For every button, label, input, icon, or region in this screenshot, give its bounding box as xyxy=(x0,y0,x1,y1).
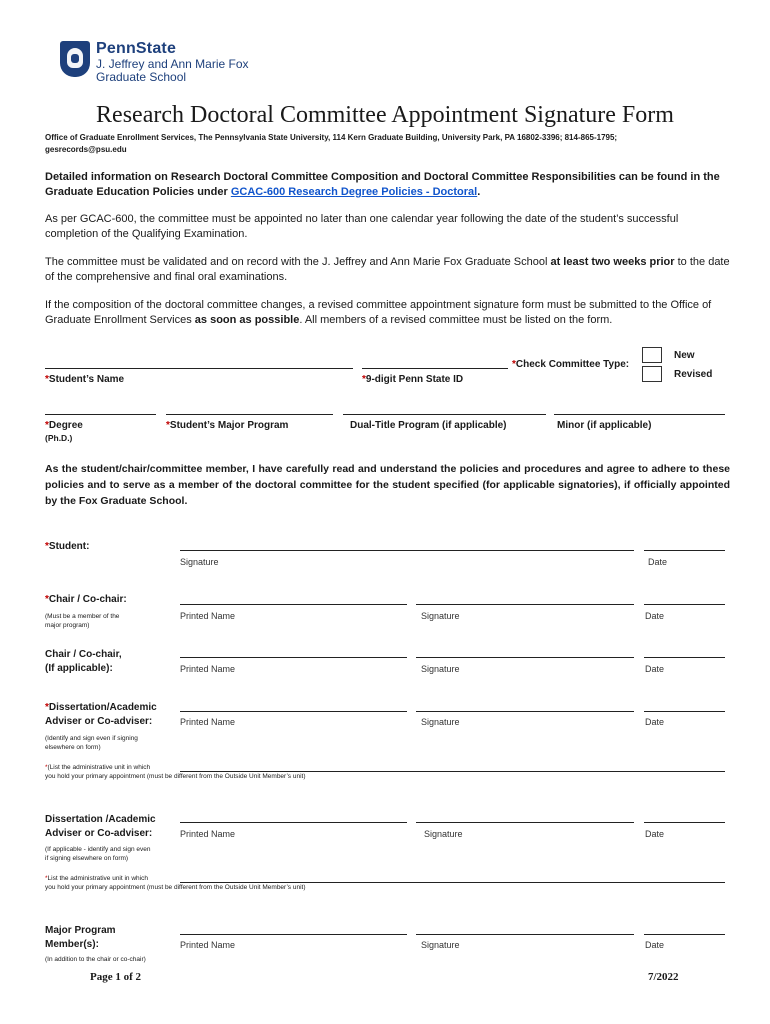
major-signature-line[interactable] xyxy=(416,934,634,935)
major-program-line[interactable] xyxy=(166,414,333,415)
adviser-printed-name-line[interactable] xyxy=(180,711,407,712)
dual-title-label: Dual-Title Program (if applicable) xyxy=(350,420,507,431)
adviser-printed-name-caption: Printed Name xyxy=(180,717,236,727)
cochair-signature-line[interactable] xyxy=(416,657,634,658)
adviser-date-line[interactable] xyxy=(644,711,725,712)
adviser-unit-line[interactable] xyxy=(180,771,725,772)
school-name: J. Jeffrey and Ann Marie Fox Graduate School xyxy=(96,57,249,84)
adviser-b-printed-name-caption: Printed Name xyxy=(180,829,236,839)
chair-date-line[interactable] xyxy=(644,604,725,605)
adviser-b-unit-line[interactable] xyxy=(180,882,725,883)
committee-type-revised-label: Revised xyxy=(674,369,713,380)
minor-label: Minor (if applicable) xyxy=(557,420,652,431)
appointment-deadline-paragraph: As per GCAC-600, the committee must be appointed no later than one calendar year following the date of the student’s successful completion of the Qualifying Examination. xyxy=(45,213,679,240)
major-date-caption: Date xyxy=(645,940,665,950)
adviser-b-unit-note: *List the administrative unit in which you hold your primary appointment (must be different from the Outside Unit Member’s unit) xyxy=(45,875,306,891)
major-printed-name-line[interactable] xyxy=(180,934,407,935)
chair-printed-name-caption: Printed Name xyxy=(180,611,236,621)
adviser-date-caption: Date xyxy=(645,717,665,727)
page-number: Page 1 of 2 xyxy=(90,971,142,983)
revision-paragraph: If the composition of the doctoral committee changes, a revised committee appointment signature form must be submitted to the Office of Graduate Enrollment Services as soon as possible. All members of a revised committee must be listed on the form. xyxy=(45,299,712,326)
major-program-member-label: Major Program Member(s): xyxy=(45,925,116,950)
adviser-row-label: *Dissertation/Academic Adviser or Co-adviser: xyxy=(45,702,157,727)
student-signature-caption: Signature xyxy=(180,557,219,567)
policy-info-paragraph: Detailed information on Research Doctoral Committee Composition and Doctoral Committee Responsibilities can be found in the Graduate Education Policies under GCAC-600 Research Degree Policies - Doctoral. xyxy=(45,171,720,198)
major-printed-name-caption: Printed Name xyxy=(180,940,236,950)
major-date-line[interactable] xyxy=(644,934,725,935)
minor-line[interactable] xyxy=(554,414,725,415)
degree-label: *Degree xyxy=(45,420,83,431)
penn-state-id-line[interactable] xyxy=(362,368,508,369)
adviser-b-date-line[interactable] xyxy=(644,822,725,823)
cochair-date-line[interactable] xyxy=(644,657,725,658)
cochair-row-label: Chair / Co-chair, (If applicable): xyxy=(45,649,122,674)
form-version-date: 7/2022 xyxy=(648,971,679,983)
adviser-b-note: (If applicable - identify and sign even if signing elsewhere on form) xyxy=(45,846,151,862)
student-signature-line[interactable] xyxy=(180,550,634,551)
cochair-printed-name-line[interactable] xyxy=(180,657,407,658)
gcac-600-link[interactable]: GCAC-600 Research Degree Policies - Doctoral xyxy=(230,186,478,198)
committee-type-new-checkbox[interactable] xyxy=(642,347,662,363)
office-address: Office of Graduate Enrollment Services, The Pennsylvania State University, 114 Kern Graduate Building, University Park, PA 16802-3396; 814-865-1795; gesrecords@psu.edu xyxy=(45,133,618,154)
adviser-signature-line[interactable] xyxy=(416,711,634,712)
student-name-line[interactable] xyxy=(45,368,353,369)
chair-signature-caption: Signature xyxy=(421,611,460,621)
chair-signature-line[interactable] xyxy=(416,604,634,605)
committee-type-new-label: New xyxy=(674,350,695,361)
adviser-note: (Identify and sign even if signing elsewhere on form) xyxy=(45,735,138,751)
major-signature-caption: Signature xyxy=(421,940,460,950)
adviser-signature-caption: Signature xyxy=(421,717,460,727)
student-row-label: *Student: xyxy=(45,541,90,552)
committee-type-label: *Check Committee Type: xyxy=(512,359,630,370)
brand-name: PennState xyxy=(96,40,177,57)
cochair-signature-caption: Signature xyxy=(421,664,460,674)
penn-state-shield-icon xyxy=(60,41,90,77)
adviser-b-row-label: Dissertation /Academic Adviser or Co-adviser: xyxy=(45,814,156,839)
agreement-statement: As the student/chair/committee member, I have carefully read and understand the policies and procedures and agree to adhere to these policies and to serve as a member of the doctoral committee for the student specified (for applicable signatories), if officially appointed by the Fox Graduate School. xyxy=(45,463,730,507)
student-date-caption: Date xyxy=(648,557,668,567)
cochair-date-caption: Date xyxy=(645,664,665,674)
committee-type-revised-checkbox[interactable] xyxy=(642,366,662,382)
degree-line[interactable] xyxy=(45,414,156,415)
major-program-label: *Student’s Major Program xyxy=(166,420,289,431)
validation-paragraph: The committee must be validated and on record with the J. Jeffrey and Ann Marie Fox Graduate School at least two weeks prior to the date of the comprehensive and final oral examinations. xyxy=(45,256,730,283)
student-name-label: *Student’s Name xyxy=(45,374,125,385)
chair-date-caption: Date xyxy=(645,611,665,621)
adviser-b-signature-caption: Signature xyxy=(424,829,463,839)
form-title: Research Doctoral Committee Appointment Signature Form xyxy=(96,102,674,128)
major-program-member-note: (In addition to the chair or co-chair) xyxy=(45,956,146,963)
student-date-line[interactable] xyxy=(644,550,725,551)
adviser-b-signature-line[interactable] xyxy=(416,822,634,823)
degree-note: (Ph.D.) xyxy=(45,433,73,443)
cochair-printed-name-caption: Printed Name xyxy=(180,664,236,674)
adviser-unit-note: *(List the administrative unit in which you hold your primary appointment (must be different from the Outside Unit Member’s unit) xyxy=(45,764,306,780)
adviser-b-date-caption: Date xyxy=(645,829,665,839)
dual-title-line[interactable] xyxy=(343,414,546,415)
chair-note: (Must be a member of the major program) xyxy=(45,613,120,629)
chair-row-label: *Chair / Co-chair: xyxy=(45,594,127,605)
adviser-b-printed-name-line[interactable] xyxy=(180,822,407,823)
penn-state-id-label: *9-digit Penn State ID xyxy=(362,374,464,385)
chair-printed-name-line[interactable] xyxy=(180,604,407,605)
